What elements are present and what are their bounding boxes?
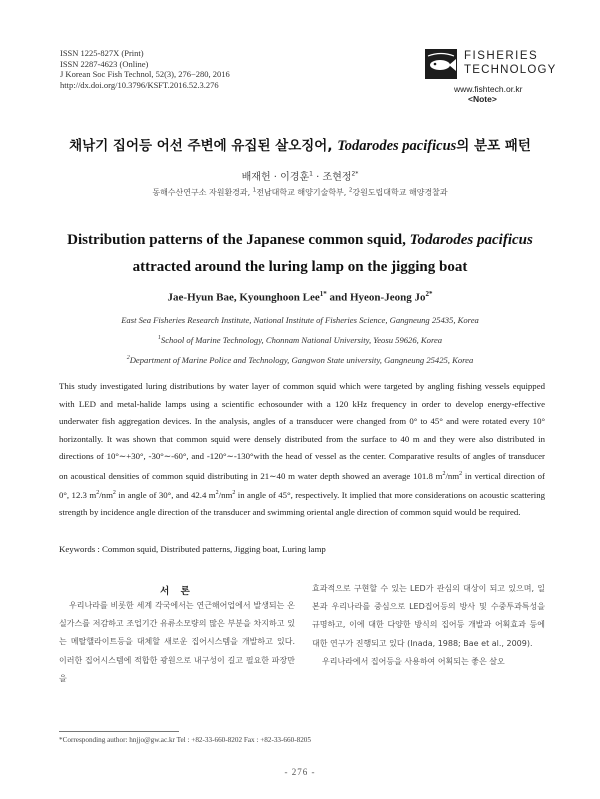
journal-url[interactable]: www.fishtech.or.kr: [454, 84, 523, 94]
unit-superscript: 2: [112, 489, 116, 496]
abstract-text: This study investigated luring distributions by water layer of common squid which were targeted by angling fishing vessels equipped with LED and metal-halide lamps using a scientific echosounder with a 120 kHz frequency in order to develop energy-effective underwater fish aggregation devices. In the analysis, angles of a transducer were changed from 0° to 45° and were rotated every 10° horizontally. It was shown that common squid were densely distributed from the surface to 40 m and they were also distributed in directions of 10°∼+30°, -30°∼-60°, and -120°∼-130°with the head of vessel as the center. Comparative results of angles of transducer on acoustical densities of common squid distributing in 21∼40 m water depth showed an average 101.8 m: [59, 381, 545, 481]
english-title: [0, 227, 600, 281]
english-authors: [0, 290, 600, 304]
english-title-line2: attracted around the luring lamp on the jigging boat: [132, 259, 468, 275]
korean-title-part2: 의 분포 패턴: [456, 138, 531, 154]
logo-text-technology: TECHNOLOGY: [464, 64, 557, 76]
korean-title-part1: 채낚기 집어등 어선 주변에 유집된 살오징어,: [69, 138, 338, 154]
unit-text: /nm: [445, 470, 460, 481]
affiliation-marker: 1: [309, 170, 313, 178]
intro-paragraph: 효과적으로 구현할 수 있는 LED가 관심의 대상이 되고 있으며, 일본과 우리나라를 중심으로 LED집어등의 방사 및 수중투과특성을 규명하고, 이에 대한 다양한 방식의 집어등 개발과 어획효과 등에 대한 연구가 진행되고 있다 (Inada, 1988; Bae et al., 2009).: [312, 584, 545, 648]
page-number: - 276 -: [284, 767, 316, 777]
english-title-text: Distribution patterns of the Japanese common squid,: [67, 232, 410, 248]
korean-author: 조현정: [322, 172, 352, 183]
author-separator: ,: [233, 291, 240, 304]
english-title-species: Todarodes pacificus: [409, 232, 533, 248]
affiliation-marker: 2*: [351, 170, 359, 178]
issn-print: ISSN 1225-827X (Print): [60, 48, 144, 58]
english-affiliations: [0, 311, 600, 369]
unit-text: /nm: [99, 489, 113, 500]
issn-online: ISSN 2287-4623 (Online): [60, 58, 149, 69]
unit-text: /nm: [218, 489, 233, 500]
intro-paragraph: 우리나라에서 집어등을 사용하여 어획되는 좋은 살오: [322, 656, 505, 666]
citation-block: [60, 48, 230, 90]
english-title-line1: [0, 227, 600, 254]
intro-left-column: 우리나라를 비롯한 세계 각국에서는 연근해어업에서 발생되는 온실가스를 저감하고 조업기간 유류소모량의 많은 부분을 차지하고 있는 메탈핼라이트등을 대체할 새로운 집어시스템을 개발하고 있다. 이러한 집어시스템에 적합한 광원으로 내구성이 길고 필요한 파장만을: [59, 601, 295, 683]
english-author: Kyounghoon Lee: [239, 291, 320, 304]
english-affiliation-1: [0, 329, 600, 349]
logo-text-fisheries: FISHERIES: [464, 50, 539, 62]
english-author: Hyeon-Jeong Jo: [349, 291, 426, 304]
abstract: [59, 378, 545, 522]
korean-affiliations: [0, 187, 600, 198]
affiliation-marker: 1: [252, 187, 257, 194]
journal-logo: [424, 46, 557, 108]
doi-link[interactable]: http://dx.doi.org/10.3796/KSFT.2016.52.3.276: [60, 79, 219, 90]
affiliation-marker: 2: [348, 187, 353, 194]
affiliation-marker: 2: [126, 354, 130, 361]
english-affiliation-2: [0, 349, 600, 369]
korean-author: 배재헌: [241, 172, 271, 183]
english-affiliation-text: Department of Marine Police and Technology, Gangwon State university, Gangneung 25425, Korea: [129, 354, 474, 365]
korean-affiliation: 동해수산연구소 자원환경과,: [152, 188, 253, 197]
section-heading-introduction: 서 론: [160, 586, 194, 597]
corresponding-author-footnote: *Corresponding author: hnjjo@gw.ac.kr Tel : +82-33-660-8202 Fax : +82-33-660-8205: [59, 736, 311, 744]
author-separator: ·: [312, 172, 323, 183]
korean-author: 이경훈: [280, 172, 310, 183]
article-type-label: <Note>: [468, 94, 497, 104]
korean-authors: [0, 168, 600, 183]
keywords: Keywords : Common squid, Distributed patterns, Jigging boat, Luring lamp: [59, 544, 326, 554]
unit-superscript: 2: [442, 470, 446, 477]
journal-citation: J Korean Soc Fish Technol, 52(3), 276−280, 2016: [60, 69, 230, 79]
abstract-text: in angle of 45°, respectively. It implied that more considerations on acoustic scattering strength by incidence angle direction of the transducer and swimming oriental angle direction of common squid would be required.: [59, 489, 545, 518]
affiliation-marker: 1*: [319, 290, 327, 298]
author-separator: and: [326, 291, 350, 304]
unit-superscript: 2: [215, 489, 219, 496]
author-separator: ·: [270, 172, 281, 183]
affiliation-marker: 1: [157, 335, 161, 341]
abstract-text: in angle of 30°, and 42.4 m: [115, 489, 216, 500]
intro-right-column: [312, 580, 545, 671]
english-author: Jae-Hyun Bae: [167, 291, 234, 304]
korean-affiliation: 전남대학교 해양기술학부,: [256, 188, 349, 197]
korean-title: [0, 134, 600, 155]
footnote-divider: [59, 731, 179, 732]
abstract-text: in vertical direction of 0°, 12.3 m: [59, 470, 545, 500]
korean-affiliation: 강원도립대학교 해양경찰과: [352, 188, 448, 197]
fish-emblem-icon: [424, 48, 458, 80]
english-affiliation-text: School of Marine Technology, Chonnam National University, Yeosu 59626, Korea: [160, 334, 443, 345]
affiliation-marker: 2*: [425, 290, 433, 298]
unit-superscript: 2: [459, 470, 463, 477]
unit-superscript: 2: [232, 489, 236, 496]
unit-superscript: 2: [96, 489, 100, 496]
english-affiliation: East Sea Fisheries Research Institute, National Institute of Fisheries Science, Gangneung 25435, Korea: [121, 315, 479, 325]
korean-title-species: Todarodes pacificus: [337, 138, 457, 154]
